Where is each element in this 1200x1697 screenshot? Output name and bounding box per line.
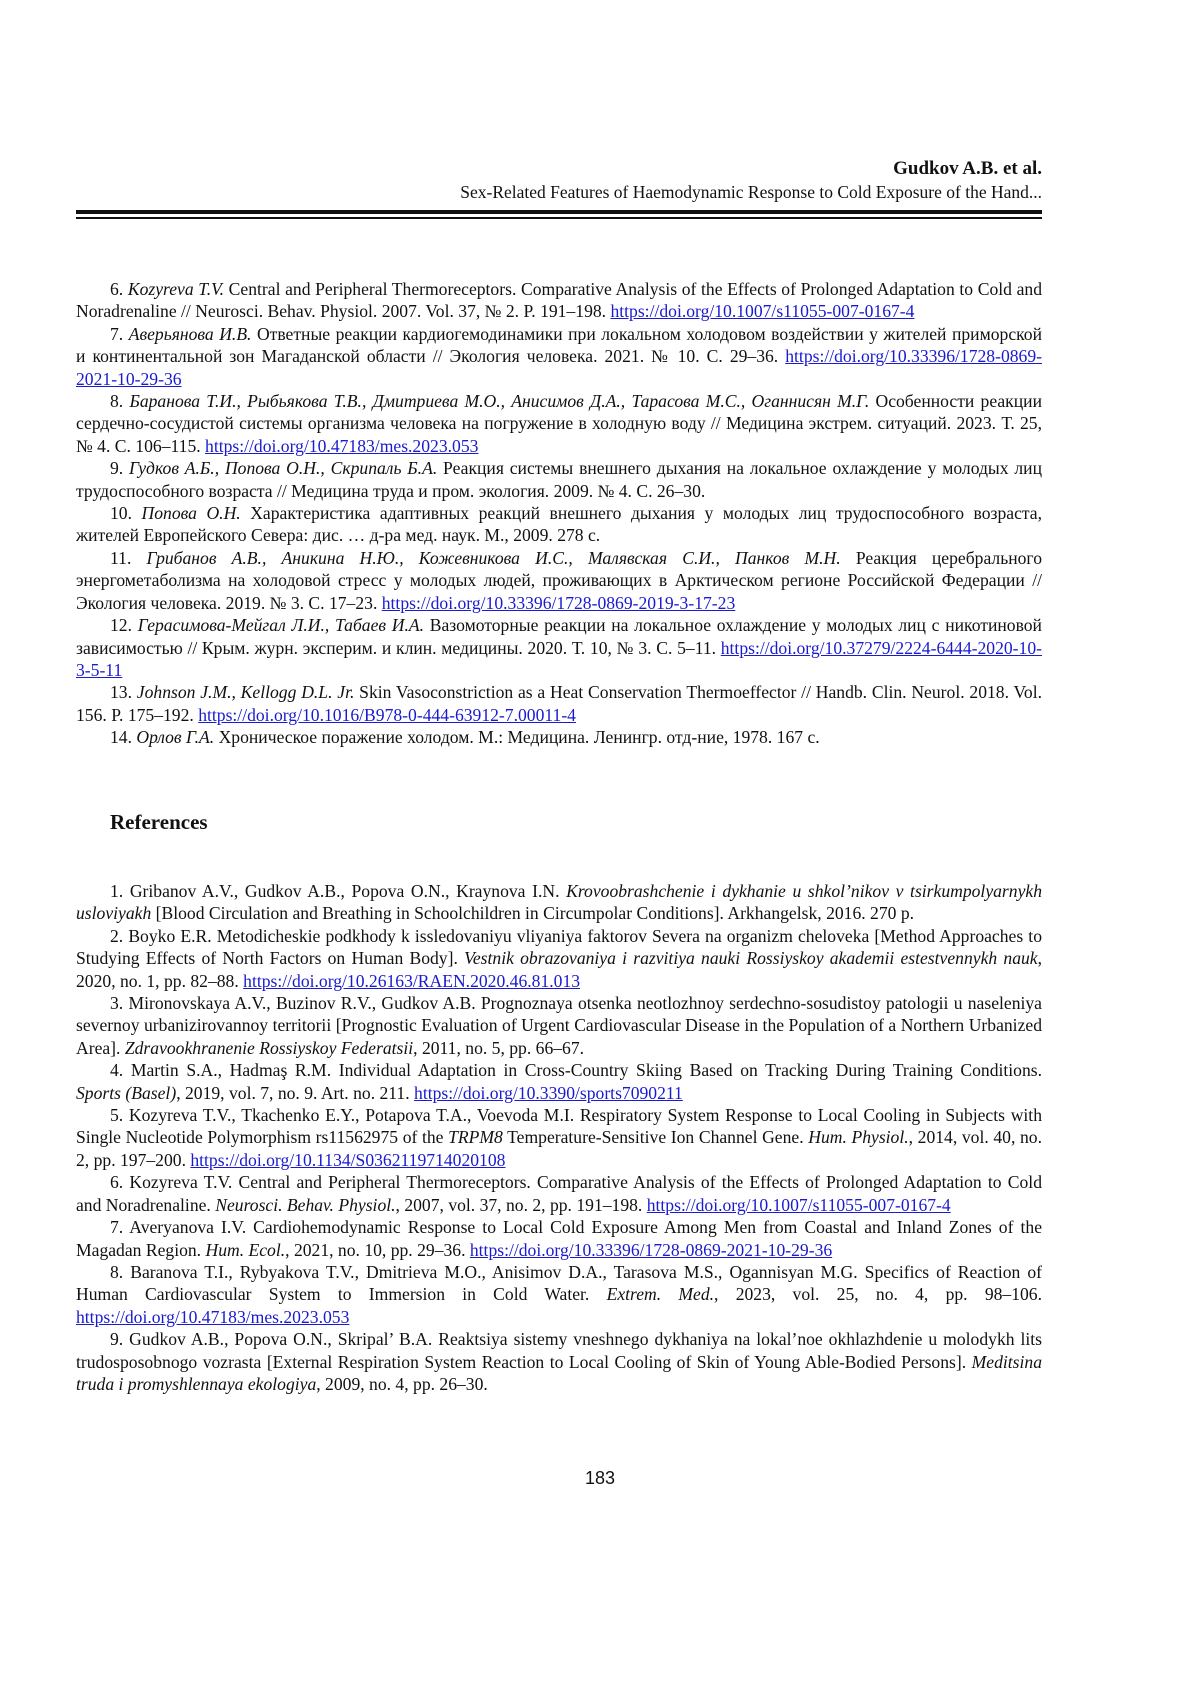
reference-number: 8. — [110, 1262, 123, 1282]
reference-text: Gudkov A.B., Popova O.N., Skripal’ B.A. Reaktsiya sistemy vneshnego dykhaniya na lokal’noe okhlazhdenie u molodykh lits trudosposobnogo vozrasta [External Respiration System Reaction to Local Cooling of Skin of Young Able-Bodied Persons]. — [76, 1329, 1042, 1371]
reference-item — [76, 1059, 1042, 1104]
reference-text: Martin S.A., Hadmaş R.M. Individual Adaptation in Cross-Country Skiing Based on Tracking During Training Conditions. — [123, 1060, 1042, 1080]
reference-item — [76, 1216, 1042, 1261]
doi-link[interactable]: https://doi.org/10.1134/S0362119714020108 — [190, 1150, 505, 1170]
reference-number: 8. — [110, 391, 123, 411]
reference-number: 9. — [110, 1329, 123, 1349]
header-rule-thin — [76, 217, 1042, 219]
reference-item — [76, 1261, 1042, 1328]
reference-text: Ответные реакции кардиогемодинамики при локальном холодовом воздействии у жителей приморской и континентальной зон Магаданской области // Экология человека. 2021. № 10. С. 29–36. — [76, 324, 1042, 366]
reference-number: 5. — [110, 1105, 123, 1125]
reference-italic: Sports (Basel) — [76, 1083, 176, 1103]
doi-link[interactable]: https://doi.org/10.3390/sports7090211 — [414, 1083, 683, 1103]
reference-number: 3. — [110, 993, 123, 1013]
reference-text: Характеристика адаптивных реакций внешнего дыхания у молодых лиц трудоспособного возраста, жителей Европейского Севера: дис. … д-ра мед. наук. М., 2009. 278 с. — [76, 503, 1042, 545]
doi-link[interactable]: https://doi.org/10.33396/1728-0869-2021-10-29-36 — [470, 1240, 832, 1260]
reference-text: , 2019, vol. 7, no. 9. Art. no. 211. — [176, 1083, 414, 1103]
reference-authors: Аверьянова И.В. — [129, 324, 252, 344]
reference-authors: Гудков А.Б., Попова О.Н., Скрипаль Б.А. — [129, 458, 437, 478]
reference-text: Реакция системы внешнего дыхания на локальное охлаждение у молодых лиц трудоспособного возраста // Медицина труда и пром. экология. 2009. № 4. С. 26–30. — [76, 458, 1042, 500]
reference-text: , 2023, vol. 25, no. 4, pp. 98–106. — [714, 1284, 1042, 1304]
reference-item — [76, 614, 1042, 681]
running-head-title: Sex-Related Features of Haemodynamic Response to Cold Exposure of the Hand... — [460, 180, 1042, 204]
reference-item — [76, 1171, 1042, 1216]
reference-item — [76, 1328, 1042, 1395]
reference-text: [Blood Circulation and Breathing in Schoolchildren in Circumpolar Conditions]. Arkhangelsk, 2016. 270 p. — [151, 903, 914, 923]
reference-italic: TRPM8 — [448, 1127, 503, 1147]
reference-authors: Попова О.Н. — [142, 503, 241, 523]
doi-link[interactable]: https://doi.org/10.37279/2224-6444-2020-10-3-5-11 — [76, 638, 1042, 680]
page-number: 183 — [0, 1468, 1200, 1489]
reference-text: Temperature-Sensitive Ion Channel Gene. — [503, 1127, 808, 1147]
reference-number: 12. — [110, 615, 132, 635]
reference-authors: Баранова Т.И., Рыбьякова Т.В., Дмитриева М.О., Анисимов Д.А., Тарасова М.С., Оганнисян М.Г. — [129, 391, 869, 411]
doi-link[interactable]: https://doi.org/10.47183/mes.2023.053 — [76, 1307, 349, 1327]
header-rule-thick — [76, 210, 1042, 214]
reference-text: , 2020, no. 1, pp. 82–88. — [76, 948, 1042, 990]
reference-text: , 2007, vol. 37, no. 2, pp. 191–198. — [396, 1195, 647, 1215]
reference-number: 6. — [110, 279, 123, 299]
reference-italic: Zdravookhranenie Rossiyskoy Federatsii — [125, 1038, 413, 1058]
reference-number: 2. — [110, 926, 123, 946]
reference-number: 7. — [110, 1217, 123, 1237]
reference-number: 9. — [110, 458, 123, 478]
reference-text: Особенности реакции сердечно-сосудистой системы организма человека на погружение в холодную воду // Медицина экстрем. ситуаций. 2023. Т. 25, № 4. С. 106–115. — [76, 391, 1042, 456]
reference-text: Central and Peripheral Thermoreceptors. Comparative Analysis of the Effects of Prolonged Adaptation to Cold and Noradrenaline // Neurosci. Behav. Physiol. 2007. Vol. 37, № 2. P. 191–198. — [76, 279, 1042, 321]
doi-link[interactable]: https://doi.org/10.1007/s11055-007-0167-4 — [610, 301, 914, 321]
reference-number: 10. — [110, 503, 132, 523]
reference-item — [76, 925, 1042, 992]
reference-number: 14. — [110, 727, 132, 747]
reference-text: Baranova T.I., Rybyakova T.V., Dmitrieva M.O., Anisimov D.A., Tarasova M.S., Ogannisyan M.G. Specifics of Reaction of Human Cardiovascular System to Immersion in Cold Water. — [76, 1262, 1042, 1304]
reference-item — [76, 502, 1042, 547]
reference-number: 6. — [110, 1172, 123, 1192]
doi-link[interactable]: https://doi.org/10.33396/1728-0869-2021-10-29-36 — [76, 346, 1042, 388]
reference-italic: Vestnik obrazovaniya i razvitiya nauki Rossiyskoy akademii estestvennykh nauk — [464, 948, 1038, 968]
reference-number: 1. — [110, 881, 123, 901]
running-head-authors: Gudkov A.B. et al. — [460, 158, 1042, 180]
doi-link[interactable]: https://doi.org/10.47183/mes.2023.053 — [205, 436, 478, 456]
reference-italic: Meditsina truda i promyshlennaya ekologiya — [76, 1352, 1042, 1394]
reference-item — [76, 880, 1042, 925]
reference-item — [76, 457, 1042, 502]
reference-item — [76, 681, 1042, 726]
reference-text: Вазомоторные реакции на локальное охлаждение у молодых лиц с никотиновой зависимостью // Крым. журн. эксперим. и клин. медицины. 2020. Т. 10, № 3. С. 5–11. — [76, 615, 1042, 657]
references-heading: References — [110, 809, 208, 835]
reference-item — [76, 323, 1042, 390]
reference-text: Boyko E.R. Metodicheskie podkhody k issledovaniyu vliyaniya faktorov Severa na organizm cheloveka [Method Approaches to Studying Effects of North Factors on Human Body]. — [76, 926, 1042, 968]
reference-item — [76, 726, 1042, 748]
reference-text: Mironovskaya A.V., Buzinov R.V., Gudkov A.B. Prognoznaya otsenka neotlozhnoy serdechno-sosudistoy patologii u naseleniya severnoy urbanizirovannoy territorii [Prognostic Evaluation of Urgent Cardiovascular Disease in the Population of a Northern Urbanized Area]. — [76, 993, 1042, 1058]
doi-link[interactable]: https://doi.org/10.1007/s11055-007-0167-4 — [647, 1195, 951, 1215]
doi-link[interactable]: https://doi.org/10.1016/B978-0-444-63912-7.00011-4 — [198, 705, 576, 725]
reference-authors: Герасимова-Мейгал Л.И., Табаев И.А. — [138, 615, 424, 635]
reference-authors: Орлов Г.А. — [136, 727, 214, 747]
reference-item — [76, 1104, 1042, 1171]
reference-authors: Kozyreva T.V. — [128, 279, 224, 299]
reference-item — [76, 992, 1042, 1059]
reference-italic: Neurosci. Behav. Physiol. — [215, 1195, 395, 1215]
reference-text: , 2009, no. 4, pp. 26–30. — [316, 1374, 488, 1394]
running-head — [460, 158, 1042, 204]
reference-text: Хроническое поражение холодом. М.: Медицина. Ленингр. отд-ние, 1978. 167 с. — [214, 727, 819, 747]
reference-list-russian — [76, 278, 1042, 749]
reference-authors: Грибанов А.В., Аникина Н.Ю., Кожевникова И.С., Малявская С.И., Панков М.Н. — [147, 548, 841, 568]
reference-item — [76, 390, 1042, 457]
reference-text: Kozyreva T.V., Tkachenko E.Y., Potapova T.A., Voevoda M.I. Respiratory System Response to Local Cooling in Subjects with Single Nucleotide Polymorphism rs11562975 of the — [76, 1105, 1042, 1147]
reference-number: 7. — [110, 324, 123, 344]
reference-italic: Krovoobrashchenie i dykhanie u shkol’nikov v tsirkumpolyarnykh usloviyakh — [76, 881, 1042, 923]
reference-number: 11. — [110, 548, 131, 568]
doi-link[interactable]: https://doi.org/10.26163/RAEN.2020.46.81.013 — [243, 971, 580, 991]
reference-list-english — [76, 880, 1042, 1395]
reference-item — [76, 547, 1042, 614]
reference-italic: Hum. Physiol. — [808, 1127, 908, 1147]
reference-text: Реакция церебрального энергометаболизма на холодовой стресс у молодых людей, проживающих в Арктическом регионе Российской Федерации // Экология человека. 2019. № 3. С. 17–23. — [76, 548, 1042, 613]
reference-text: , 2014, vol. 40, no. 2, pp. 197–200. — [76, 1127, 1042, 1169]
journal-page — [0, 0, 1200, 1697]
reference-text: Averyanova I.V. Cardiohemodynamic Response to Local Cold Exposure Among Men from Coastal and Inland Zones of the Magadan Region. — [76, 1217, 1042, 1259]
reference-number: 4. — [110, 1060, 123, 1080]
reference-italic: Extrem. Med. — [607, 1284, 714, 1304]
reference-item — [76, 278, 1042, 323]
reference-authors: Johnson J.M., Kellogg D.L. Jr. — [137, 682, 355, 702]
reference-number: 13. — [110, 682, 132, 702]
reference-text: , 2021, no. 10, pp. 29–36. — [285, 1240, 470, 1260]
doi-link[interactable]: https://doi.org/10.33396/1728-0869-2019-3-17-23 — [382, 593, 736, 613]
reference-text: Kozyreva T.V. Central and Peripheral Thermoreceptors. Comparative Analysis of the Effects of Prolonged Adaptation to Cold and Noradrenaline. — [76, 1172, 1042, 1214]
reference-text: Gribanov A.V., Gudkov A.B., Popova O.N., Kraynova I.N. — [123, 881, 566, 901]
reference-italic: Hum. Ecol. — [205, 1240, 285, 1260]
reference-text: Skin Vasoconstriction as a Heat Conservation Thermoeffector // Handb. Clin. Neurol. 2018. Vol. 156. P. 175–192. — [76, 682, 1042, 724]
reference-text: , 2011, no. 5, pp. 66–67. — [413, 1038, 584, 1058]
